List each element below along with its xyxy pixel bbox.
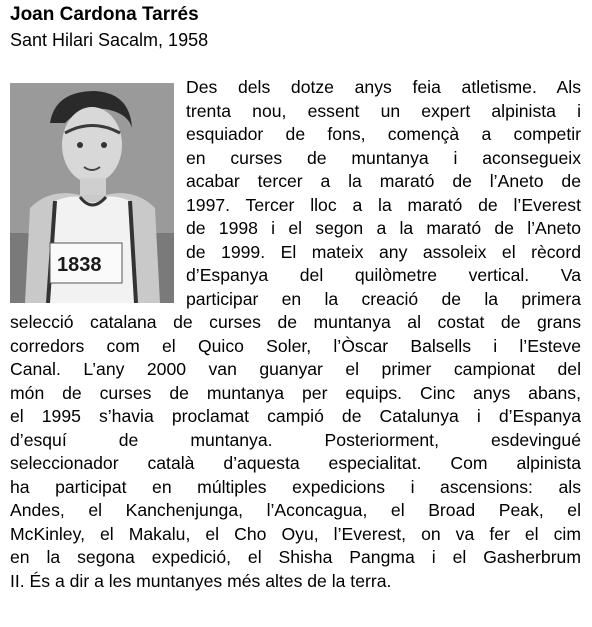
bio-line: d’esquí de muntanya. Posteriorment, esdevingué	[10, 429, 581, 450]
bio-line: en la segona expedició, el Shisha Pangma i el Gasherbrum	[10, 547, 581, 567]
bio-line-last: II. És a dir a les muntanyes més altes de la terra.	[10, 570, 392, 591]
bio-line: 1997. Tercer lloc a la marató de l’Everest	[186, 194, 581, 215]
bio-line: esquiador de fons, començà a competir	[186, 124, 581, 144]
bio-line: acabar tercer a la marató de l’Aneto de	[186, 171, 581, 191]
bio-line: seleccionador català d’aquesta especialitat. Com alpinista	[10, 453, 581, 473]
bio-line: de 1998 i el segon a la marató de l’Aneto	[186, 218, 581, 238]
bio-line: ha participat en múltiples expedicions i ascensions: als	[10, 476, 581, 497]
bio-line: Des dels dotze anys feia atletisme. Als	[186, 77, 581, 97]
bio-line: en curses de muntanya i aconsegueix	[186, 147, 581, 168]
bio-line: McKinley, el Makalu, el Cho Oyu, l’Everest, on va fer el cim	[10, 523, 581, 544]
bio-line: de 1999. El mateix any assoleix el rècord	[186, 241, 581, 262]
person-name: Joan Cardona Tarrés	[10, 4, 199, 25]
bio-line: corredors com el Quico Soler, l’Òscar Balsells i l’Esteve	[10, 335, 581, 356]
bio-line: Canal. L’any 2000 van guanyar el primer campionat del	[10, 359, 581, 379]
bio-line: el 1995 s’havia proclamat campió de Catalunya i d’Espanya	[10, 406, 581, 426]
bio-line: d’Espanya del quilòmetre vertical. Va	[186, 265, 581, 285]
birthplace-year: Sant Hilari Sacalm, 1958	[10, 30, 209, 50]
bio-line: Andes, el Kanchenjunga, l’Aconcagua, el Broad Peak, el	[10, 500, 581, 520]
bio-line: trenta nou, essent un expert alpinista i	[186, 100, 581, 121]
bio-line: participar en la creació de la primera	[186, 288, 581, 309]
bio-line: món de curses de muntanya per equips. Cinc anys abans,	[10, 382, 581, 403]
bib-number: 1838	[57, 254, 102, 276]
bio-line: selecció catalana de curses de muntanya al costat de grans	[10, 312, 581, 332]
